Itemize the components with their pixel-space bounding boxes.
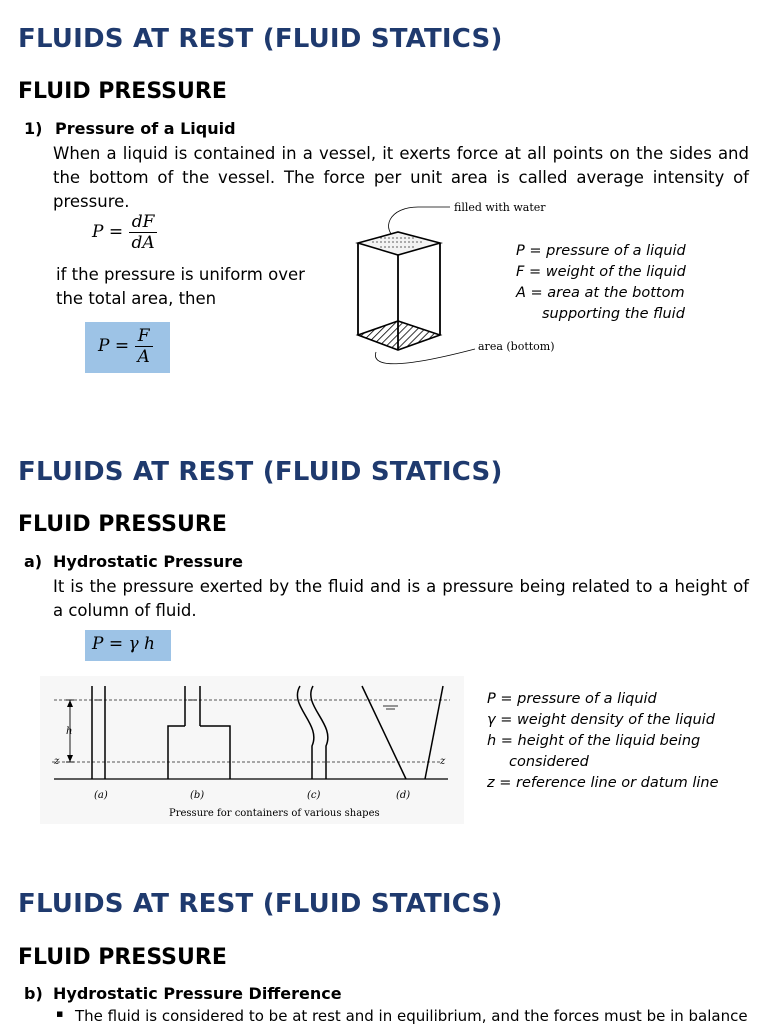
formula-box-uniform (85, 322, 170, 373)
section2-item-heading: Hydrostatic Pressure (53, 552, 243, 571)
uniform-text-line: the total area, then (56, 289, 217, 308)
section3-subtitle: FLUID PRESSURE (18, 945, 227, 970)
figure-panel-c: (c) (307, 790, 321, 801)
figure-label-bottom: area (bottom) (478, 340, 555, 353)
section3-title: FLUIDS AT REST (FLUID STATICS) (18, 889, 503, 919)
figure-z-left-label: z (54, 756, 60, 767)
uniform-text-line: if the pressure is uniform over (56, 265, 305, 284)
legend-item: F = weight of the liquid (516, 264, 686, 280)
legend-item: P = pressure of a liquid (487, 691, 657, 707)
formula-lhs: P = (98, 336, 130, 356)
legend-item: z = reference line or datum line (487, 775, 719, 791)
bullet-text: The fluid is considered to be at rest and in equilibrium, and the forces must be in balance (75, 1007, 748, 1025)
formula-fraction (135, 326, 153, 367)
legend-item: γ = weight density of the liquid (487, 712, 715, 728)
section1-title: FLUIDS AT REST (FLUID STATICS) (18, 24, 503, 54)
paragraph-line: When a liquid is contained in a vessel, it exerts force at all points on the sides and (53, 144, 749, 163)
formula-numerator: F (135, 326, 153, 347)
figure-h-label: h (66, 726, 73, 737)
section2-subtitle: FLUID PRESSURE (18, 512, 227, 537)
paragraph-line: the bottom of the vessel. The force per unit area is called average intensity of (53, 168, 749, 187)
formula-fraction (129, 212, 158, 253)
legend-item: considered (509, 754, 589, 770)
containers-figure (40, 676, 464, 824)
formula-differential (92, 212, 158, 253)
figure-panel-d: (d) (396, 790, 411, 801)
uniform-text (56, 263, 326, 311)
legend-item: supporting the fluid (542, 306, 685, 322)
formula-box-hydrostatic (85, 630, 171, 661)
legend-item: P = pressure of a liquid (516, 243, 686, 259)
section3-item-marker: b) (24, 984, 43, 1003)
paragraph-line: a column of fluid. (53, 601, 197, 620)
figure-panel-b: (b) (190, 790, 205, 801)
legend-item: h = height of the liquid being (487, 733, 701, 749)
section1-subtitle: FLUID PRESSURE (18, 79, 227, 104)
section2-paragraph (53, 575, 749, 623)
section3-item-heading: Hydrostatic Pressure Difference (53, 984, 342, 1003)
figure-panel-a: (a) (94, 790, 108, 801)
formula-uniform (98, 326, 153, 367)
formula-denominator: dA (131, 233, 155, 253)
formula-lhs: P = (92, 222, 124, 242)
formula-numerator: dF (129, 212, 158, 233)
formula-hydrostatic: P = γ h (92, 634, 156, 654)
section1-item-marker: 1) (24, 119, 43, 138)
legend-item: A = area at the bottom (516, 285, 685, 301)
figure-z-right-label: z (440, 756, 446, 767)
section2-item-marker: a) (24, 552, 43, 571)
section1-item-heading: Pressure of a Liquid (55, 119, 236, 138)
figure-label-top: filled with water (454, 201, 546, 214)
legend-section1 (516, 241, 686, 325)
formula-denominator: A (137, 347, 150, 367)
paragraph-line: It is the pressure exerted by the fluid and is a pressure being related to a height of (53, 577, 749, 596)
paragraph-line: pressure. (53, 192, 130, 211)
section2-title: FLUIDS AT REST (FLUID STATICS) (18, 457, 503, 487)
figure-caption: Pressure for containers of various shapes (169, 808, 380, 819)
bullet-marker: ▪ (56, 1007, 64, 1020)
legend-section2 (487, 689, 719, 794)
